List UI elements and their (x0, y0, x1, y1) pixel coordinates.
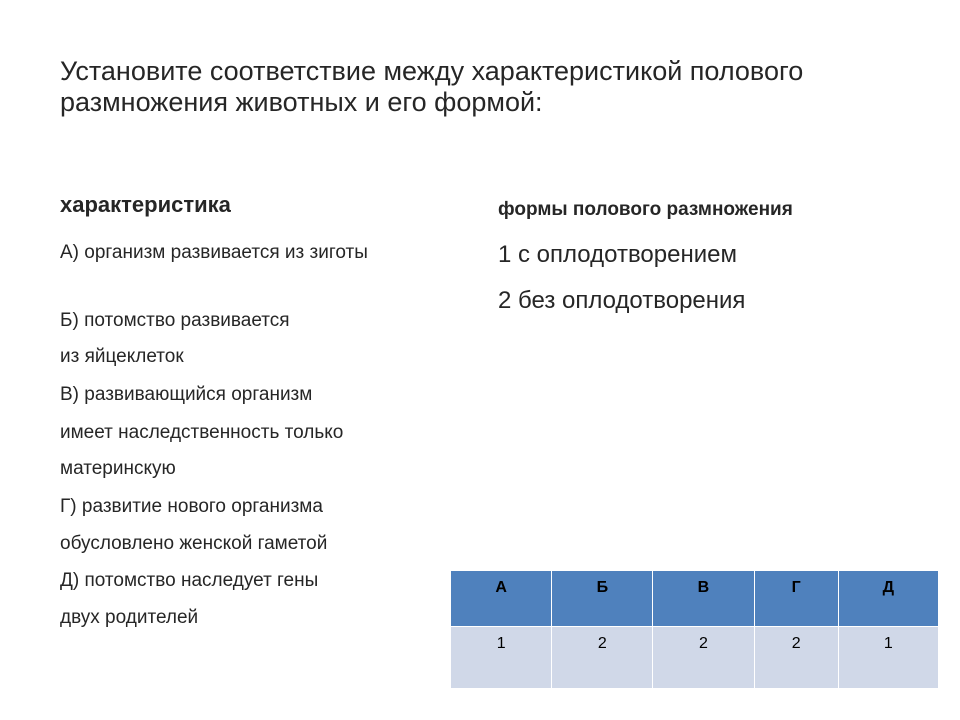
characteristic-line: А) организм развивается из зиготы (60, 242, 368, 263)
answer-value-row (451, 627, 939, 689)
characteristic-line: имеет наследственность только (60, 422, 344, 443)
forms-heading: формы полового размножения (498, 199, 793, 220)
characteristic-line: Г) развитие нового организма (60, 496, 323, 517)
form-item: 2 без оплодотворения (498, 287, 746, 314)
characteristic-line: Д) потомство наследует гены (60, 570, 319, 591)
task-title: Установите соответствие между характеристикой полового размножения животных и его формой: (60, 56, 804, 117)
answer-header-cell: А (451, 571, 552, 627)
characteristic-line: Б) потомство развивается (60, 310, 290, 331)
answer-header-cell: Д (838, 571, 938, 627)
answer-header-cell: Б (552, 571, 653, 627)
answer-value-cell: 2 (653, 627, 754, 689)
characteristics-heading: характеристика (60, 192, 231, 217)
characteristic-line: из яйцеклеток (60, 346, 184, 367)
answer-header-cell: В (653, 571, 754, 627)
characteristic-line: материнскую (60, 458, 176, 479)
characteristic-line: В) развивающийся организм (60, 384, 313, 405)
answer-value-cell: 2 (754, 627, 838, 689)
answer-header-row (451, 571, 939, 627)
characteristic-line: обусловлено женской гаметой (60, 533, 328, 554)
form-item: 1 с оплодотворением (498, 241, 737, 268)
answer-header-cell: Г (754, 571, 838, 627)
answer-value-cell: 1 (451, 627, 552, 689)
answer-value-cell: 2 (552, 627, 653, 689)
characteristic-line: двух родителей (60, 607, 199, 628)
answer-value-cell: 1 (838, 627, 938, 689)
answer-table (450, 570, 939, 689)
